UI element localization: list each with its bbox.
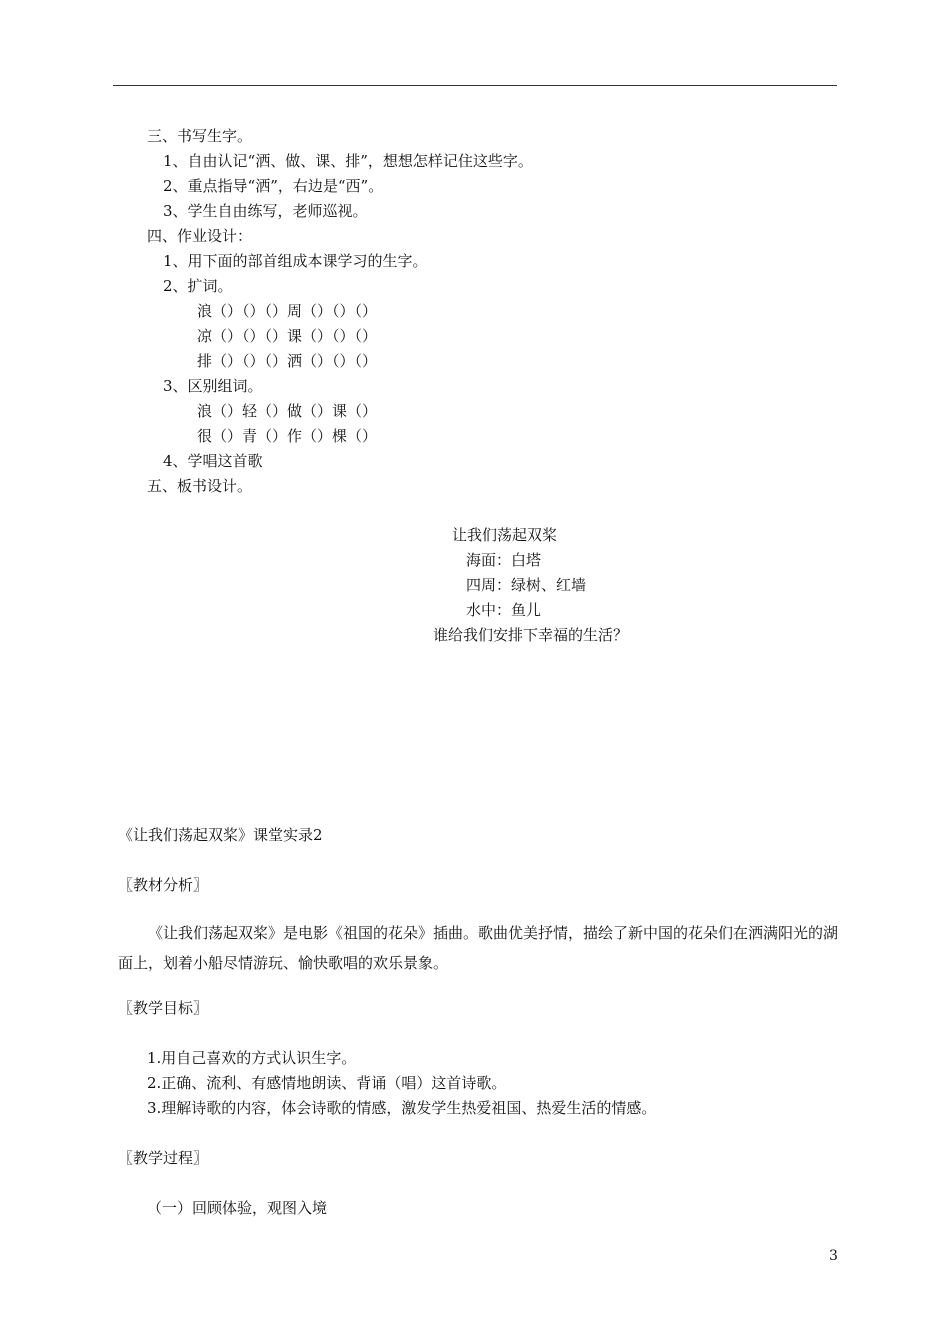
section4-item-4: 4、学唱这首歌: [163, 452, 263, 470]
section4-item-1: 1、用下面的部首组成本课学习的生字。: [163, 252, 428, 270]
section4-item-2: 2、扩词。: [163, 277, 233, 295]
section3-item-1: 1、自由认记“洒、做、课、排”，想想怎样记住这些字。: [163, 152, 533, 170]
record-title: 《让我们荡起双桨》课堂实录2: [118, 826, 323, 844]
section4-heading: 四、作业设计：: [147, 227, 253, 245]
board-line-2: 四周：绿树、红墙: [466, 576, 587, 594]
page-number: 3: [829, 1248, 838, 1264]
header-rule: [113, 85, 837, 86]
goal-item-3: 3.理解诗歌的内容，体会诗歌的情感，激发学生热爱祖国、热爱生活的情感。: [147, 1099, 657, 1117]
board-title: 让我们荡起双桨: [452, 526, 558, 544]
board-question: 谁给我们安排下幸福的生活？: [433, 626, 629, 644]
board-line-3: 水中：鱼儿: [466, 601, 542, 619]
section4-item-3: 3、区别组词。: [163, 377, 263, 395]
expand-row-2: 凉（）（）（）课（）（）（）: [197, 327, 378, 345]
analysis-heading: 〖教材分析〗: [118, 876, 209, 894]
analysis-paragraph: 《让我们荡起双桨》是电影《祖国的花朵》插曲。歌曲优美抒情，描绘了新中国的花朵们在洒满阳光的湖面上，划着小船尽情游玩、愉快歌唱的欢乐景象。: [118, 924, 839, 972]
goal-item-1: 1.用自己喜欢的方式认识生字。: [147, 1049, 357, 1067]
distinguish-row-2: 很（）青（）作（）棵（）: [197, 427, 378, 445]
process-step-1: （一）回顾体验，观图入境: [147, 1199, 328, 1217]
distinguish-row-1: 浪（）轻（）做（）课（）: [197, 402, 378, 420]
section5-heading: 五、板书设计。: [147, 477, 253, 495]
section3-heading: 三、书写生字。: [147, 127, 253, 145]
goals-heading: 〖教学目标〗: [118, 999, 209, 1017]
section3-item-2: 2、重点指导“洒”，右边是“西”。: [163, 177, 384, 195]
board-line-1: 海面：白塔: [466, 551, 542, 569]
process-heading: 〖教学过程〗: [118, 1149, 209, 1167]
section3-item-3: 3、学生自由练写，老师巡视。: [163, 202, 368, 220]
goal-item-2: 2.正确、流利、有感情地朗读、背诵（唱）这首诗歌。: [147, 1074, 507, 1092]
expand-row-3: 排（）（）（）洒（）（）（）: [197, 352, 378, 370]
expand-row-1: 浪（）（）（）周（）（）（）: [197, 302, 378, 320]
